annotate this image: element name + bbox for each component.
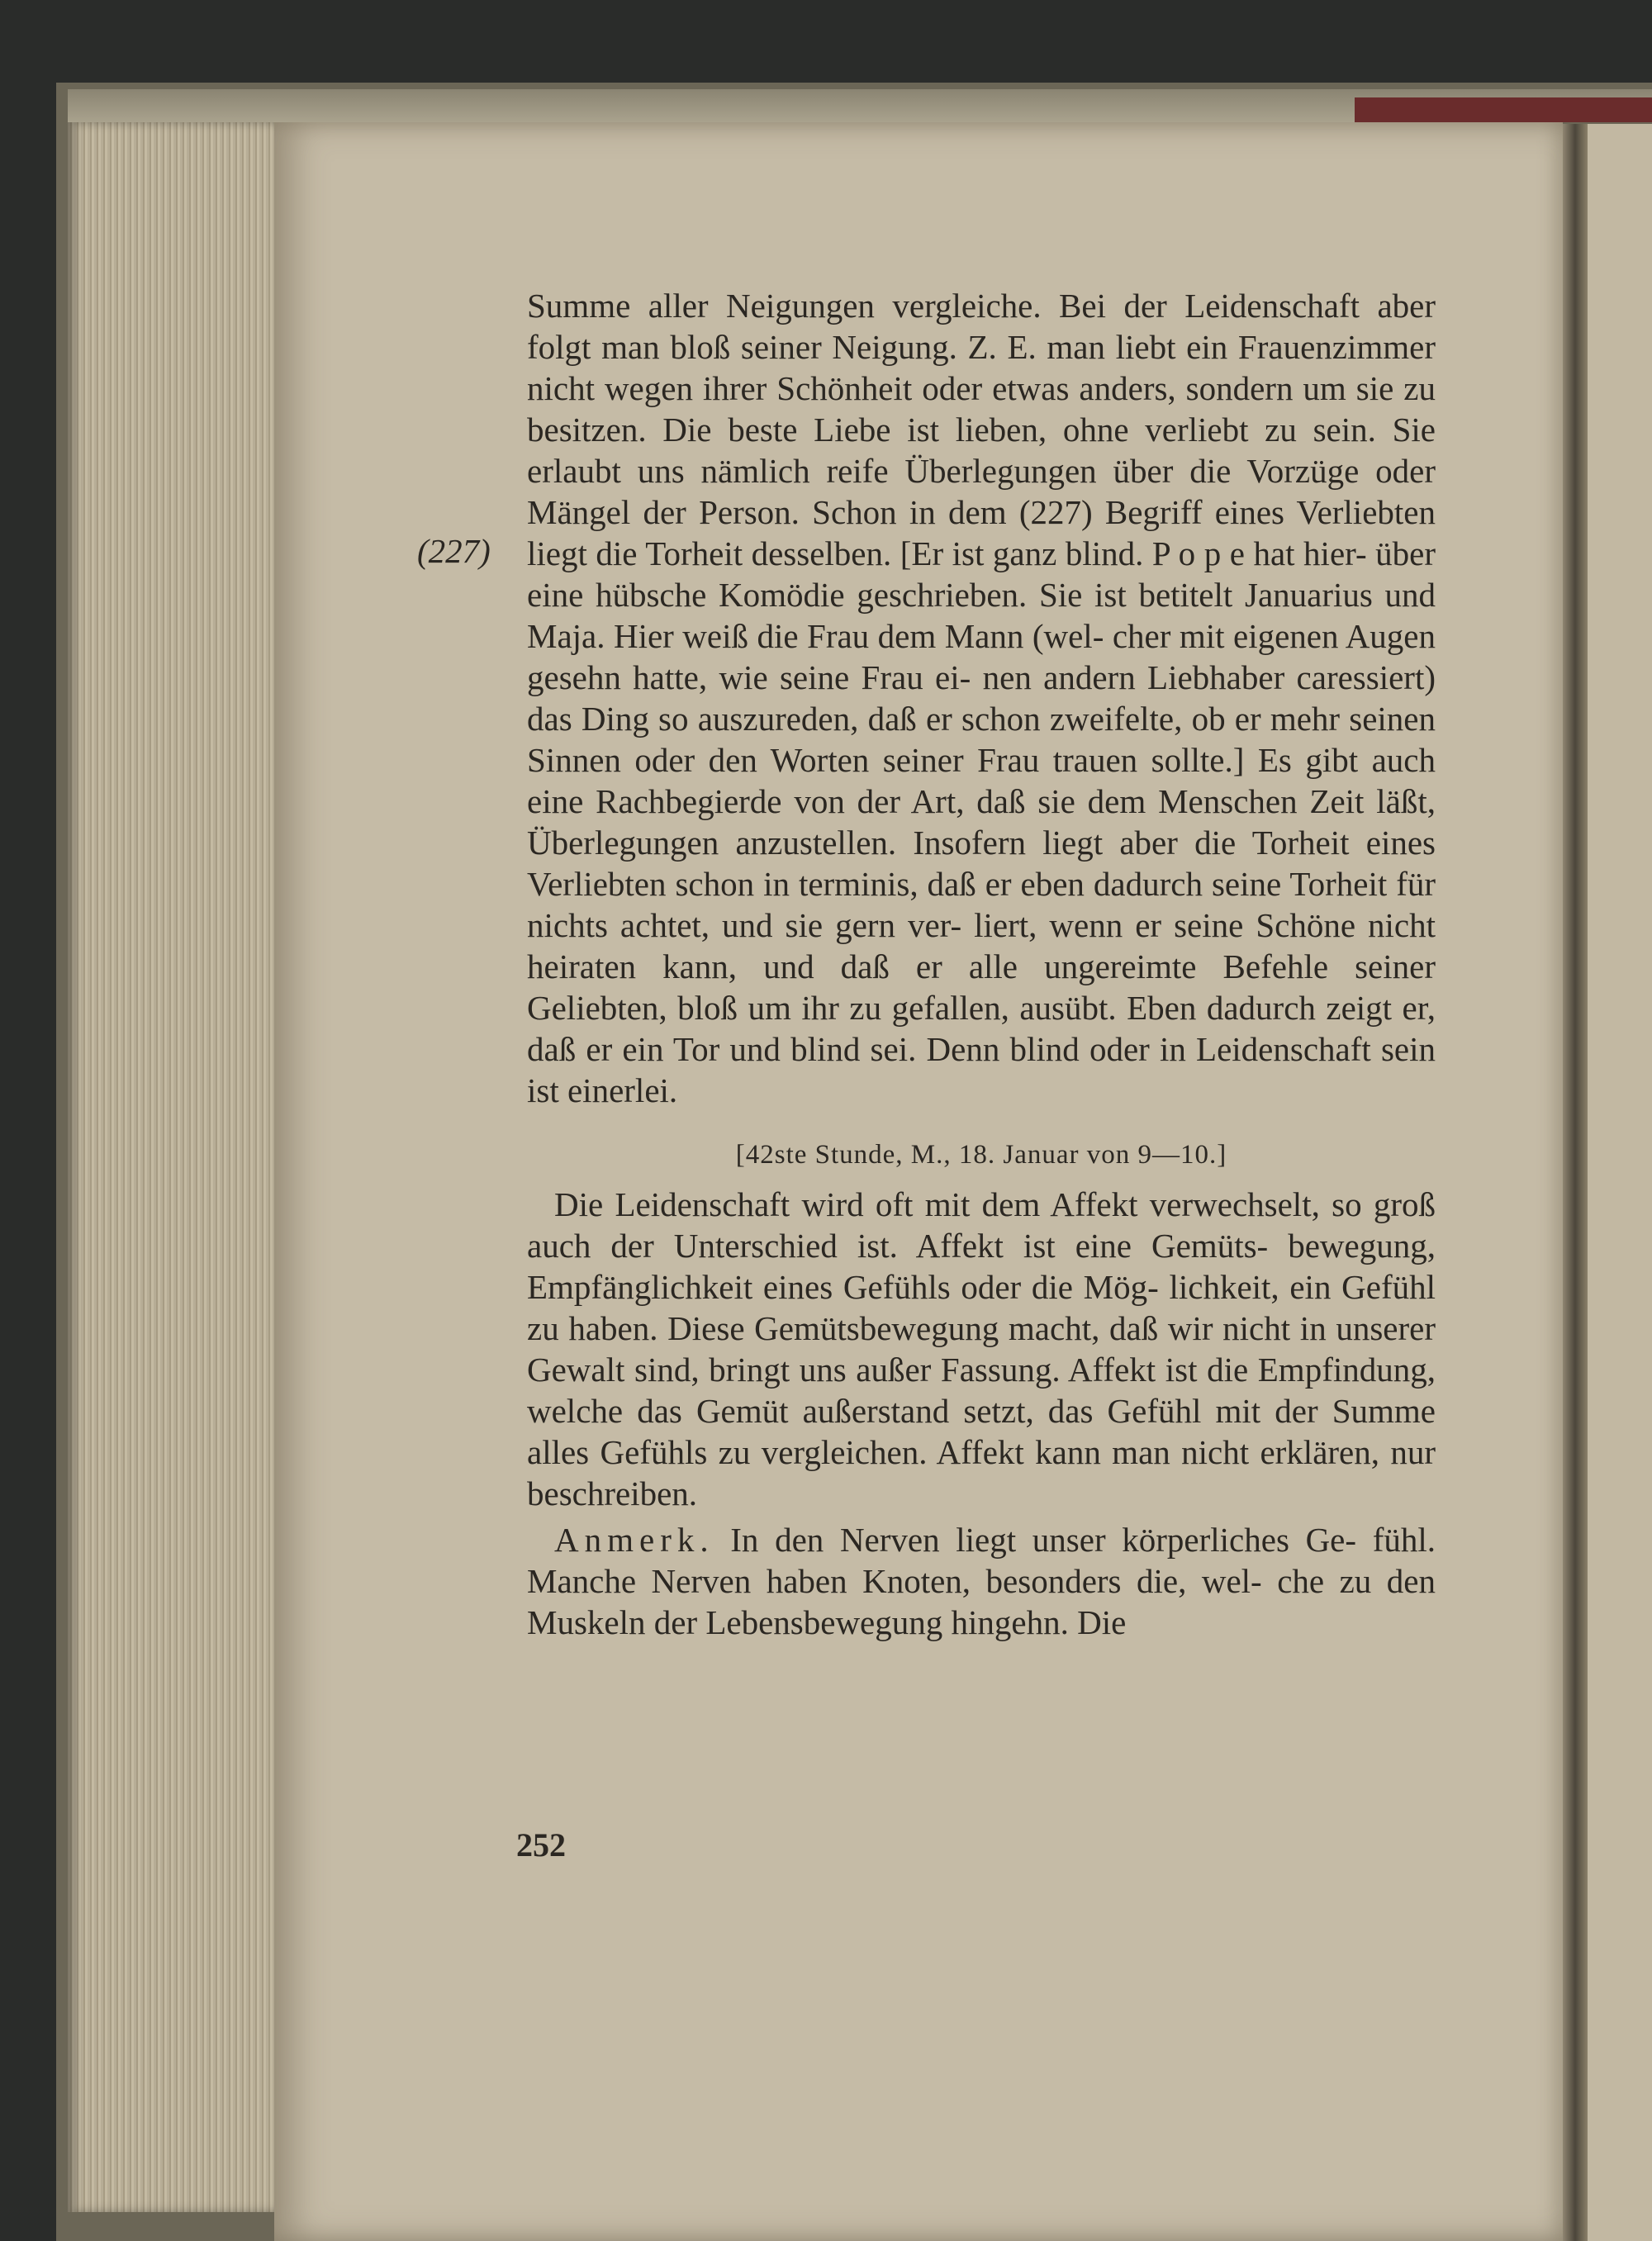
text-line: macht, daß wir nicht in unserer Gewalt sind, bringt uns: [527, 1309, 1436, 1389]
text-line: Torheit eines Verliebten schon in terminis, daß er eben: [527, 824, 1436, 903]
text-line: er alle ungereimte Befehle seiner Geliebten, bloß um ihr: [527, 947, 1436, 1027]
page-stack-edge: [68, 122, 274, 2212]
page-number: 252: [516, 1826, 566, 1864]
text-line: Januarius und Maja. Hier weiß die Frau dem Mann (wel-: [527, 576, 1436, 655]
text-line: liert, wenn er seine Schöne nicht heiraten kann, und daß: [527, 906, 1436, 985]
paragraph-3: [527, 1519, 1436, 1643]
section-heading: [42ste Stunde, M., 18. Januar von 9—10.]: [735, 1140, 1227, 1170]
text-line: über eine hübsche Komödie geschrieben. Sie ist betitelt: [527, 534, 1436, 614]
text-line: cher mit eigenen Augen gesehn hatte, wie seine Frau ei-: [527, 617, 1436, 696]
facing-page: [1588, 124, 1652, 2241]
text-line: läßt, Überlegungen anzustellen. Insofern liegt aber die: [527, 782, 1436, 862]
paragraph-2: [527, 1184, 1436, 1514]
text-line: außer Fassung. Affekt ist die Empfindung, welche das: [527, 1351, 1436, 1430]
text-line: Summe aller Neigungen vergleiche. Bei der Leidenschaft: [527, 287, 1360, 325]
text-line: lichkeit, ein Gefühl zu haben. Diese Gemütsbewegung: [527, 1268, 1436, 1347]
text-line: reife Überlegungen über die Vorzüge oder Mängel der: [527, 452, 1436, 531]
text-line: Gefühls zu vergleichen. Affekt kann man nicht erklären,: [600, 1433, 1379, 1471]
margin-note: (227): [417, 532, 491, 570]
text-line: Gemüt außerstand setzt, das Gefühl mit der Summe alles: [527, 1392, 1436, 1471]
text-line: In den Nerven liegt unser körperliches Ge-: [714, 1521, 1357, 1559]
text-line: aber folgt man bloß seiner Neigung. Z. E. man liebt ein: [527, 287, 1436, 366]
book-cover-red-edge: [1355, 97, 1652, 122]
text-line: lieben, ohne verliebt zu sein. Sie erlaubt uns nämlich: [527, 411, 1436, 490]
text-line: Worten seiner Frau trauen sollte.] Es gibt auch eine: [527, 741, 1436, 820]
text-line: so groß auch der Unterschied ist. Affekt ist eine Gemüts-: [527, 1185, 1436, 1265]
text-line: die Torheit desselben. [Er ist ganz blind. P o p e hat hier-: [596, 534, 1367, 572]
page-text: [527, 285, 1436, 1643]
text-line: anders, sondern um sie zu besitzen. Die beste Liebe ist: [527, 369, 1436, 449]
text-line: che zu den Muskeln der Lebensbewegung hingehn. Die: [527, 1562, 1436, 1641]
text-line: Person. Schon in dem (227) Begriff eines Verliebten liegt: [527, 493, 1436, 572]
text-line: daß er schon zweifelte, ob er mehr seinen Sinnen oder den: [527, 700, 1436, 779]
text-line: Frauenzimmer nicht wegen ihrer Schönheit oder etwas: [527, 328, 1436, 407]
annotation-lead: Anmerk.: [554, 1521, 714, 1559]
text-line: Die Leidenschaft wird oft mit dem Affekt verwechselt,: [554, 1185, 1320, 1223]
text-line: nen andern Liebhaber caressiert) das Ding so auszureden,: [527, 658, 1436, 738]
text-line: Rachbegierde von der Art, daß sie dem Menschen Zeit: [596, 782, 1365, 820]
text-line: fühl. Manche Nerven haben Knoten, besonders die, wel-: [527, 1521, 1436, 1600]
text-line: nur beschreiben.: [527, 1433, 1436, 1512]
text-line: Tor und blind sei. Denn blind oder in Leidenschaft sein: [672, 1030, 1436, 1068]
text-line: ist einerlei.: [527, 1071, 678, 1109]
paragraph-1: [527, 285, 1436, 1111]
text-line: bewegung, Empfänglichkeit eines Gefühls oder die Mög-: [527, 1227, 1436, 1306]
text-line: zu gefallen, ausübt. Eben dadurch zeigt er, daß er ein: [527, 989, 1436, 1068]
text-line: dadurch seine Torheit für nichts achtet, und sie gern ver-: [527, 865, 1436, 944]
book-gutter: [1563, 124, 1588, 2241]
